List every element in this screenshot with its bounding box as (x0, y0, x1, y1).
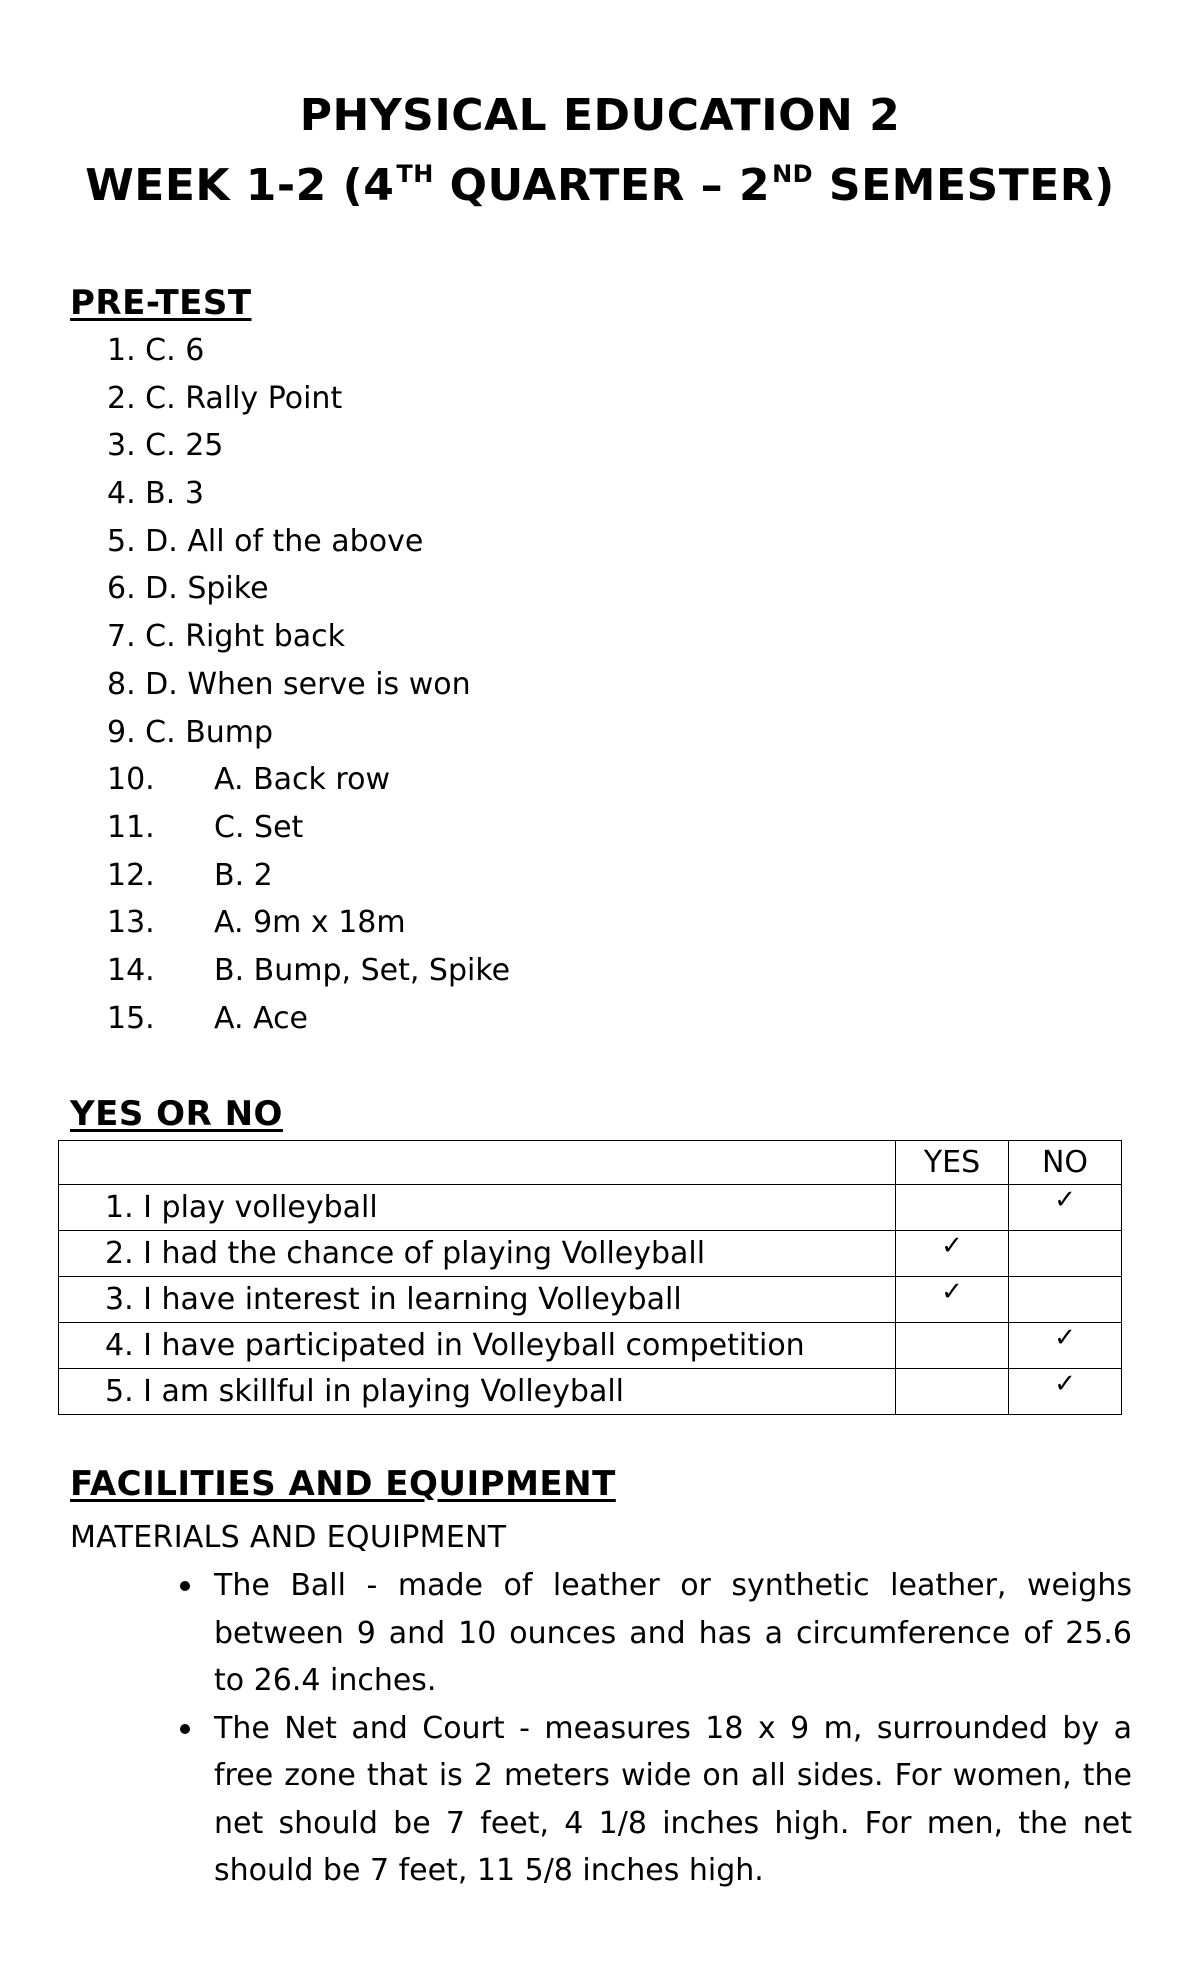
statement-cell: 4. I have participated in Volleyball competition (59, 1323, 896, 1369)
list-item (107, 666, 510, 718)
bullet-text: The Ball - made of leather or synthetic leather, weighs between 9 and 10 ounces and has a circumference of 25.6 to 26.4 inches. (214, 1568, 1132, 1698)
list-item (180, 1562, 1132, 1705)
item-number: 13. (107, 905, 155, 941)
list-item (107, 762, 510, 813)
bullet-text: The Net and Court - measures 18 x 9 m, surrounded by a free zone that is 2 meters wide on all sides. For women, the net should be 7 feet, 4 1/8 inches high. For men, the net should be 7 feet, 11 5/8 inches high. (214, 1710, 1132, 1888)
item-answer: C. Set (214, 809, 304, 845)
table-row (59, 1323, 1122, 1369)
statement-cell: 1. I play volleyball (59, 1185, 896, 1231)
item-answer: A. Back row (214, 762, 391, 798)
yes-check-cell (896, 1369, 1009, 1415)
item-number: 10. (107, 762, 155, 798)
list-item (107, 809, 510, 861)
item-answer: D. Spike (145, 571, 269, 607)
bullet-icon (180, 1581, 190, 1591)
item-answer: C. Right back (145, 619, 346, 655)
yes-check-cell: ✓ (896, 1277, 1009, 1323)
item-number: 4. (107, 476, 136, 512)
list-item (107, 714, 510, 766)
pretest-answer-list (107, 333, 511, 1051)
item-number: 15. (107, 1000, 155, 1036)
list-item (107, 952, 511, 1004)
table-row (59, 1369, 1122, 1415)
yes-check-cell: ✓ (896, 1231, 1009, 1277)
document-subtitle (0, 160, 1200, 211)
item-number: 9. (107, 714, 136, 750)
item-number: 2. (107, 380, 136, 416)
list-item (107, 380, 510, 432)
list-item (180, 1705, 1132, 1895)
no-check-cell: ✓ (1009, 1323, 1122, 1369)
item-answer: C. Bump (145, 714, 274, 750)
table-row (59, 1277, 1122, 1323)
facilities-heading: FACILITIES AND EQUIPMENT (70, 1464, 616, 1504)
item-answer: C. 6 (145, 333, 205, 368)
item-answer: A. 9m x 18m (214, 905, 406, 941)
item-number: 11. (107, 809, 155, 845)
header-no: NO (1009, 1141, 1122, 1185)
subtitle-part-c: SEMESTER) (813, 160, 1115, 211)
list-item (107, 619, 510, 670)
item-number: 5. (107, 523, 136, 559)
item-number: 8. (107, 666, 136, 702)
list-item (107, 476, 510, 527)
pretest-heading: PRE-TEST (70, 283, 252, 323)
header-blank-cell (59, 1141, 896, 1185)
list-item (107, 905, 510, 956)
item-answer: D. When serve is won (145, 666, 471, 702)
item-number: 14. (107, 952, 155, 988)
no-check-cell (1009, 1277, 1122, 1323)
list-item (107, 428, 510, 479)
yes-check-cell (896, 1185, 1009, 1231)
item-number: 3. (107, 428, 136, 464)
list-item (107, 523, 510, 575)
yes-no-heading: YES OR NO (70, 1094, 283, 1134)
item-answer: B. 2 (214, 857, 273, 893)
statement-cell: 3. I have interest in learning Volleyball (59, 1277, 896, 1323)
yes-check-cell (896, 1323, 1009, 1369)
table-header-row (59, 1141, 1122, 1185)
yes-no-table (58, 1140, 1122, 1415)
header-yes: YES (896, 1141, 1009, 1185)
item-answer: C. 25 (145, 428, 224, 464)
table-row (59, 1231, 1122, 1277)
item-number: 1. (107, 333, 136, 368)
item-answer: A. Ace (214, 1000, 309, 1036)
table-row (59, 1185, 1122, 1231)
no-check-cell: ✓ (1009, 1369, 1122, 1415)
list-item (107, 571, 510, 622)
subtitle-part-b: QUARTER – 2 (433, 160, 771, 211)
statement-cell: 2. I had the chance of playing Volleyball (59, 1231, 896, 1277)
item-answer: B. 3 (145, 476, 204, 512)
document-title (0, 90, 1200, 141)
item-answer: C. Rally Point (145, 380, 343, 416)
no-check-cell: ✓ (1009, 1185, 1122, 1231)
item-number: 7. (107, 619, 136, 655)
title-line-1: PHYSICAL EDUCATION 2 (299, 90, 901, 141)
subtitle-superscript-th: TH (396, 160, 434, 188)
list-item (107, 857, 510, 909)
item-number: 12. (107, 857, 155, 893)
item-answer: D. All of the above (145, 523, 424, 559)
subtitle-superscript-nd: ND (772, 160, 814, 188)
subtitle-part-a: WEEK 1-2 (4 (85, 160, 395, 211)
equipment-bullet-list (180, 1562, 1132, 1895)
materials-subheading: MATERIALS AND EQUIPMENT (70, 1520, 507, 1555)
item-answer: B. Bump, Set, Spike (214, 952, 511, 988)
list-item (107, 333, 510, 384)
no-check-cell (1009, 1231, 1122, 1277)
statement-cell: 5. I am skillful in playing Volleyball (59, 1369, 896, 1415)
bullet-icon (180, 1724, 190, 1734)
item-number: 6. (107, 571, 136, 607)
list-item (107, 1000, 510, 1052)
